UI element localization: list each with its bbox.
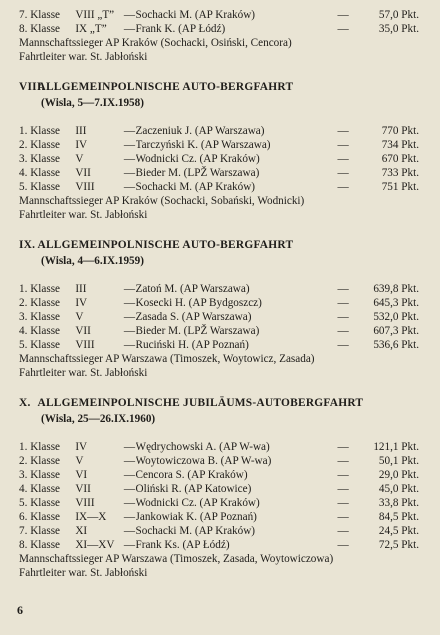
result-row: 5. Klasse VIII — Wodnicki Cz. (AP Kraków) — 33,8 Pkt. (19, 497, 420, 509)
section-heading: IX. ALLGEMEINPOLNISCHE AUTO-BERGFAHRT (19, 239, 294, 251)
section-x (19, 396, 419, 580)
result-row: 3. Klasse V — Wodnicki Cz. (AP Kraków) — 670 Pkt. (19, 153, 420, 165)
race-director: Fahrtleiter war. St. Jabłoński (19, 51, 148, 63)
result-row: 3. Klasse VI — Cencora S. (AP Kraków) — 29,0 Pkt. (19, 469, 420, 481)
race-director: Fahrtleiter war. St. Jabłoński (19, 567, 148, 579)
result-row: 1. Klasse III — Zaczeniuk J. (AP Warszawa) — 770 Pkt. (19, 125, 420, 137)
section-date: (Wisla, 5—7.IX.1958) (41, 97, 144, 109)
result-row: 2. Klasse V — Woytowiczowa B. (AP W-wa) — 50,1 Pkt. (19, 455, 420, 467)
section-ix (19, 238, 419, 380)
result-row: 7. Klasse XI — Sochacki M. (AP Kraków) — 24,5 Pkt. (19, 525, 420, 537)
page-number: 6 (17, 603, 23, 617)
section-date: (Wisla, 25—26.IX.1960) (41, 413, 156, 425)
result-row: 8. Klasse XI—XV — Frank Ks. (AP Łódź) — 72,5 Pkt. (19, 539, 420, 551)
result-row: 2. Klasse IV — Tarczyński K. (AP Warszawa) — 734 Pkt. (19, 139, 420, 151)
top-results (19, 8, 419, 36)
team-winner: Mannschaftssieger AP Kraków (Sochacki, Osiński, Cencora) (19, 37, 292, 49)
result-row: 4. Klasse VII — Bieder M. (LPŽ Warszawa) — 607,3 Pkt. (19, 325, 420, 337)
result-row: 2. Klasse IV — Kosecki H. (AP Bydgoszcz) — 645,3 Pkt. (19, 297, 420, 309)
result-row: 5. Klasse VIII — Ruciński H. (AP Poznań) — 536,6 Pkt. (19, 339, 420, 351)
result-row: 6. Klasse IX—X — Jankowiak K. (AP Poznań) — 84,5 Pkt. (19, 511, 420, 523)
race-director: Fahrtleiter war. St. Jabłoński (19, 209, 148, 221)
result-row: 1. Klasse IV — Wędrychowski A. (AP W-wa) — 121,1 Pkt. (19, 441, 420, 453)
result-row: 3. Klasse V — Zasada S. (AP Warszawa) — 532,0 Pkt. (19, 311, 420, 323)
section-date: (Wisla, 4—6.IX.1959) (41, 255, 144, 267)
result-row: 4. Klasse VII — Bieder M. (LPŽ Warszawa) — 733 Pkt. (19, 167, 420, 179)
result-row: 1. Klasse III — Zatoń M. (AP Warszawa) — 639,8 Pkt. (19, 283, 420, 295)
page-content (19, 8, 419, 580)
result-row: 7. Klasse VIII „T” — Sochacki M. (AP Kraków) — 57,0 Pkt. (19, 9, 420, 21)
result-row: 4. Klasse VII — Oliński R. (AP Katowice) — 45,0 Pkt. (19, 483, 420, 495)
team-winner: Mannschaftssieger AP Warszawa (Timoszek, Woytowicz, Zasada) (19, 353, 315, 365)
section-heading: VIII. ALLGEMEINPOLNISCHE AUTO-BERGFAHRT (19, 81, 294, 93)
race-director: Fahrtleiter war. St. Jabłoński (19, 367, 148, 379)
section-viii (19, 80, 419, 222)
section-heading: X. ALLGEMEINPOLNISCHE JUBILÄUMS-AUTOBERGFAHRT (19, 397, 364, 409)
result-row: 5. Klasse VIII — Sochacki M. (AP Kraków) — 751 Pkt. (19, 181, 420, 193)
team-winner: Mannschaftssieger AP Kraków (Sochacki, Sobański, Wodnicki) (19, 195, 305, 207)
result-row: 8. Klasse IX „T” — Frank K. (AP Łódź) — 35,0 Pkt. (19, 23, 420, 35)
team-winner: Mannschaftssieger AP Warszawa (Timoszek, Zasada, Woytowiczowa) (19, 553, 334, 565)
